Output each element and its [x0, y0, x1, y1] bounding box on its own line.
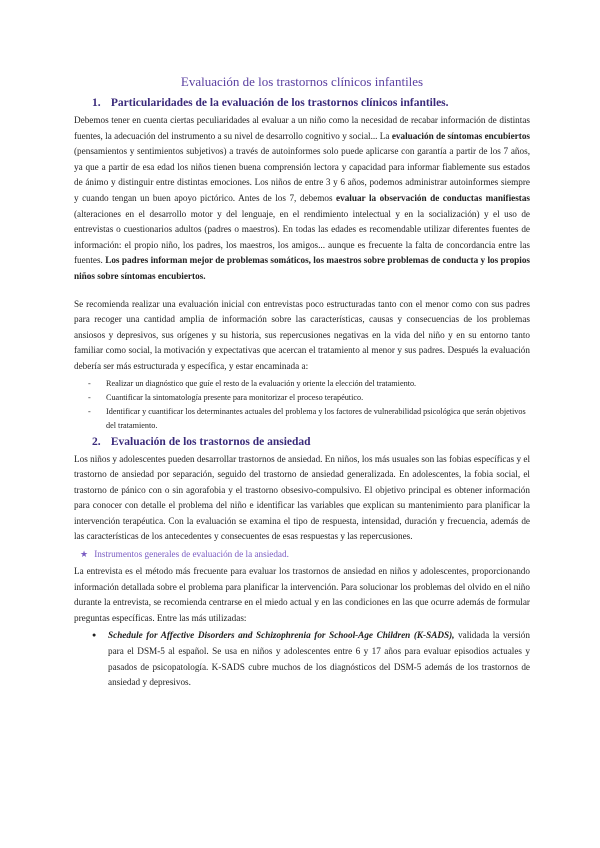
- section2-bullet-list: [74, 628, 530, 690]
- section1-dash-list: [74, 377, 530, 433]
- document-page: [74, 74, 530, 691]
- section2-number: 2.: [92, 435, 101, 448]
- text-run: (alteraciones en el desarrollo motor y del lenguaje, en el rendimiento intelectual y en la socialización) y el uso de entrevistas o cuestionarios adultos (padres o maestros). En todas las edades es recomendable utilizar diferentes fuentes de información: el propio niño, los padres, los maestros, los amigos... aunque es frecuente la falta de concordancia entre las fuentes.: [74, 208, 530, 266]
- bullet-text: validada la versión para el DSM-5 al español. Se usa en niños y adolescentes entre 6 y 17 años para evaluar episodios actuales y pasados de psicopatología. K-SADS cubre muchos de los diagnósticos del DSM-5 además de los trastornos de ansiedad y depresivos.: [108, 630, 530, 688]
- section1-number: 1.: [92, 97, 101, 109]
- section2-subheading-text: Instrumentos generales de evaluación de la ansiedad.: [94, 549, 289, 560]
- bullet-bold-text: Schedule for Affective Disorders and Schizophrenia for School-Age Children (K-SADS),: [108, 630, 455, 641]
- section2-heading: [74, 435, 530, 450]
- section1-heading-text: Particularidades de la evaluación de los trastornos clínicos infantiles.: [110, 97, 449, 109]
- section2-paragraph2: La entrevista es el método más frecuente para evaluar los trastornos de ansiedad en niños y adolescentes, proporcionando información detallada sobre el problema para planificar la intervención. Para solucionar los problemas del olvido en el niño durante la entrevista, se recomienda centrarse en el miedo actual y en las condiciones en las que ocurre además de formular preguntas específicas. Entre las más utilizadas:: [74, 566, 530, 623]
- bold-run: evaluación de síntomas encubiertos: [391, 130, 530, 141]
- document-title: Evaluación de los trastornos clínicos infantiles: [180, 74, 424, 89]
- section2-heading-text: Evaluación de los trastornos de ansiedad: [110, 435, 311, 448]
- section1-paragraph2: Se recomienda realizar una evaluación inicial con entrevistas poco estructuradas tanto con el menor como con sus padres para recoger una cantidad amplia de información sobre las características, causas y consecuencias de los problemas ansiosos y depresivos, sus orígenes y su historia, sus repercusiones negativas en la vida del niño y en su entorno tanto familiar como social, la motivación y expectativas que acercan el tratamiento al menor y sus padres. Después la evaluación debería ser más estructurada y específica, y estar encaminada a:: [74, 298, 530, 371]
- list-item: - Realizar un diagnóstico que guíe el resto de la evaluación y oriente la elección del tratamiento.: [88, 377, 530, 391]
- star-icon: ★: [80, 549, 89, 560]
- list-item: - Cuantificar la sintomatología presente para monitorizar el proceso terapéutico.: [88, 391, 530, 405]
- list-item: [92, 628, 530, 690]
- section2-subheading: [80, 547, 530, 562]
- section1-heading: [74, 96, 530, 111]
- bold-run: Los padres informan mejor de problemas somáticos, los maestros sobre problemas de conducta y los propios niños sobre síntomas encubiertos.: [74, 255, 530, 281]
- bold-run: evaluar la observación de conductas manifiestas: [336, 192, 531, 203]
- section1-paragraph1: [74, 113, 530, 285]
- list-item: - Identificar y cuantificar los determinantes actuales del problema y los factores de vulnerabilidad psicológica que serán objetivos del tratamiento.: [88, 405, 530, 433]
- text-run: (pensamientos y sentimientos subjetivos) a través de autoinformes solo puede aplicarse con garantía a partir de los 7 años, ya que a partir de esa edad los niños tienen buena comprensión lectora y capacidad para informar fiablemente sus estados de ánimo y distinguir entre distintas emociones. Los niños de entre 3 y 6 años, podemos administrar autoinformes siempre y cuando tengan un buen apoyo pictórico. Antes de los 7, debemos: [74, 146, 530, 203]
- section2-paragraph1: Los niños y adolescentes pueden desarrollar trastornos de ansiedad. En niños, los más usuales son las fobias específicas y el trastorno de ansiedad por separación, seguido del trastorno de ansiedad generalizada. En adolescentes, la fobia social, el trastorno de pánico con o sin agorafobia y el trastorno obsesivo-compulsivo. El objetivo principal es obtener información para conocer con detalle el problema del niño e identificar las variables que explican su mantenimiento para planificar la intervención terapéutica. Con la evaluación se examina el tipo de respuesta, intensidad, duración y frecuencia, además de las características de los antecedentes y consecuentes de esas respuestas y las repercusiones.: [74, 453, 530, 542]
- text-run: Debemos tener en cuenta ciertas peculiaridades al evaluar a un niño como la necesidad de recabar información de distintas fuentes, la adecuación del instrumento a su nivel de desarrollo cognitivo y social... La: [74, 115, 530, 141]
